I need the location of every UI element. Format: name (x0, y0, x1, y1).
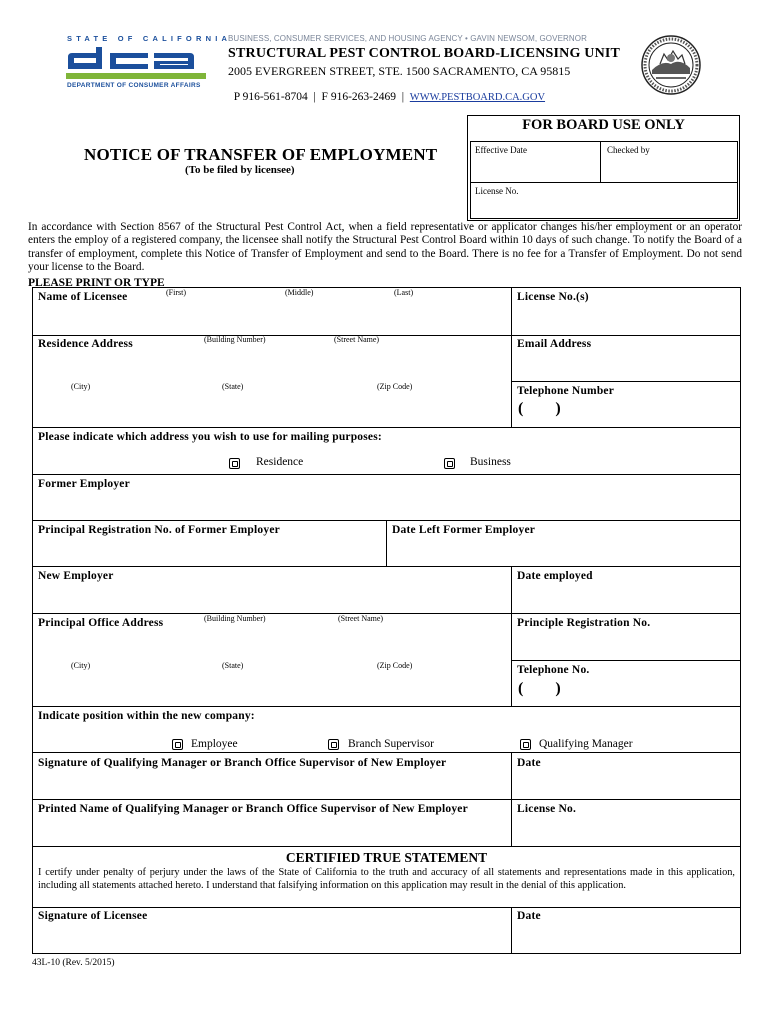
position-question: Indicate position within the new company: (38, 710, 255, 722)
licensee-signature-date-label: Date (517, 910, 541, 922)
residence-option-label: Residence (256, 456, 304, 468)
effective-date-label: Effective Date (475, 145, 528, 155)
divider (32, 706, 741, 707)
divider (32, 799, 741, 800)
signature-qualifying-manager-label: Signature of Qualifying Manager or Branch Office Supervisor of New Employer (38, 757, 447, 769)
signature-qualifying-manager-field[interactable] (34, 771, 509, 798)
divider (386, 520, 387, 566)
form-subtitle: (To be filed by licensee) (185, 164, 295, 176)
checked-by-label: Checked by (607, 145, 650, 155)
divider (32, 907, 741, 908)
qualifying-manager-option-label: Qualifying Manager (539, 738, 633, 750)
signature-date-field[interactable] (513, 771, 739, 798)
certified-statement-text: I certify under penalty of perjury under the laws of the State of California to the truth and accuracy of all statements and representations made in this application, including all statements attached hereto. I understand that falsifying information on this application may result in the denial of this application. (38, 867, 735, 891)
principal-registration-former-field[interactable] (34, 538, 384, 565)
board-phone-fax (228, 79, 545, 103)
board-name: STRUCTURAL PEST CONTROL BOARD-LICENSING UNIT (228, 46, 621, 61)
residence-address-field[interactable] (34, 350, 509, 426)
divider (32, 335, 741, 336)
last-name-hint: (Last) (394, 288, 414, 297)
licensee-signature-date-field[interactable] (513, 924, 739, 952)
board-use-title: FOR BOARD USE ONLY (522, 117, 685, 133)
residence-address-label: Residence Address (38, 338, 133, 350)
email-field[interactable] (513, 352, 739, 380)
email-address-label: Email Address (517, 338, 592, 350)
phone-fax-text: P 916-561-8704 | F 916-263-2469 | (233, 91, 410, 103)
print-or-type-note: PLEASE PRINT OR TYPE (28, 277, 165, 289)
branch-supervisor-checkbox[interactable] (328, 739, 339, 750)
telephone-no-label: Telephone No. (517, 664, 590, 676)
former-employer-field[interactable] (34, 492, 739, 519)
telephone-number-label: Telephone Number (517, 385, 615, 397)
former-employer-label: Former Employer (38, 478, 130, 490)
form-title: NOTICE OF TRANSFER OF EMPLOYMENT (84, 145, 438, 164)
printed-name-qualifying-manager-label: Printed Name of Qualifying Manager or Branch Office Supervisor of New Employer (38, 803, 468, 815)
name-of-licensee-label: Name of Licensee (38, 291, 128, 303)
residence-state-hint: (State) (222, 382, 244, 391)
state-of-california-text: STATE OF CALIFORNIA (67, 34, 232, 43)
date-left-former-employer-label: Date Left Former Employer (392, 524, 536, 536)
intro-paragraph: In accordance with Section 8567 of the Structural Pest Control Act, when a field representative or applicator changes his/her employment or an operator enters the employ of a registered company, the licensee shall notify the Structural Pest Control Board within 10 days of such change. To notify the Board of a transfer of employment, complete this Notice of Transfer of Employment and send to the Board. There is no fee for a Transfer of Employment. Do not send your license to the Board. (28, 221, 742, 273)
dca-logo (66, 47, 206, 81)
telephone-field[interactable] (540, 400, 739, 426)
qualifying-manager-checkbox[interactable] (520, 739, 531, 750)
office-telephone-area-code: ( ) (518, 680, 561, 697)
residence-street-name-hint: (Street Name) (334, 335, 380, 344)
qm-license-no-field[interactable] (513, 818, 739, 845)
new-employer-field[interactable] (34, 584, 509, 612)
principal-office-address-field[interactable] (34, 630, 509, 705)
middle-name-hint: (Middle) (285, 288, 314, 297)
office-city-hint: (City) (71, 661, 91, 670)
form-number: 43L-10 (Rev. 5/2015) (32, 958, 115, 968)
printed-name-field[interactable] (34, 818, 509, 845)
office-state-hint: (State) (222, 661, 244, 670)
certified-true-statement-title: CERTIFIED TRUE STATEMENT (285, 850, 488, 865)
signature-date-label: Date (517, 757, 541, 769)
date-employed-label: Date employed (517, 570, 593, 582)
website-link[interactable]: WWW.PESTBOARD.CA.GOV (409, 92, 546, 103)
divider (511, 287, 512, 427)
divider (32, 752, 741, 753)
agency-line: BUSINESS, CONSUMER SERVICES, AND HOUSING AGENCY • GAVIN NEWSOM, GOVERNOR (228, 34, 587, 43)
signature-of-licensee-label: Signature of Licensee (38, 910, 148, 922)
office-building-number-hint: (Building Number) (204, 614, 266, 623)
divider (32, 566, 741, 567)
principle-registration-field[interactable] (513, 631, 739, 659)
new-employer-label: New Employer (38, 570, 114, 582)
divider (470, 182, 738, 183)
divider (32, 474, 741, 475)
employee-checkbox[interactable] (172, 739, 183, 750)
date-employed-field[interactable] (513, 584, 739, 612)
principal-registration-former-label: Principal Registration No. of Former Employer (38, 524, 280, 536)
license-nos-label: License No.(s) (517, 291, 589, 303)
divider (511, 907, 512, 954)
divider (511, 660, 741, 661)
business-option-label: Business (470, 456, 511, 468)
dept-consumer-affairs-text: DEPARTMENT OF CONSUMER AFFAIRS (67, 82, 201, 89)
signature-of-licensee-field[interactable] (34, 924, 509, 952)
divider (511, 566, 512, 706)
office-street-name-hint: (Street Name) (338, 614, 384, 623)
telephone-area-code: ( ) (518, 400, 561, 417)
license-nos-field[interactable] (513, 304, 739, 334)
divider (32, 427, 741, 428)
office-zip-hint: (Zip Code) (377, 661, 413, 670)
board-license-no-label: License No. (475, 186, 519, 196)
residence-checkbox[interactable] (229, 458, 240, 469)
divider (511, 752, 512, 846)
employee-option-label: Employee (191, 738, 238, 750)
divider (32, 613, 741, 614)
branch-supervisor-option-label: Branch Supervisor (348, 738, 434, 750)
licensee-name-field[interactable] (34, 304, 509, 334)
first-name-hint: (First) (166, 288, 186, 297)
divider (32, 846, 741, 847)
principle-registration-label: Principle Registration No. (517, 617, 651, 629)
board-address: 2005 EVERGREEN STREET, STE. 1500 SACRAMENTO, CA 95815 (228, 64, 571, 78)
residence-building-number-hint: (Building Number) (204, 335, 266, 344)
residence-city-hint: (City) (71, 382, 91, 391)
mailing-question: Please indicate which address you wish to use for mailing purposes: (38, 431, 382, 443)
divider (600, 141, 601, 182)
residence-zip-hint: (Zip Code) (377, 382, 413, 391)
divider (511, 381, 741, 382)
business-checkbox[interactable] (444, 458, 455, 469)
qm-license-no-label: License No. (517, 803, 577, 815)
date-left-field[interactable] (388, 538, 739, 565)
state-seal-icon (640, 34, 702, 96)
office-telephone-field[interactable] (540, 679, 739, 705)
principal-office-address-label: Principal Office Address (38, 617, 164, 629)
